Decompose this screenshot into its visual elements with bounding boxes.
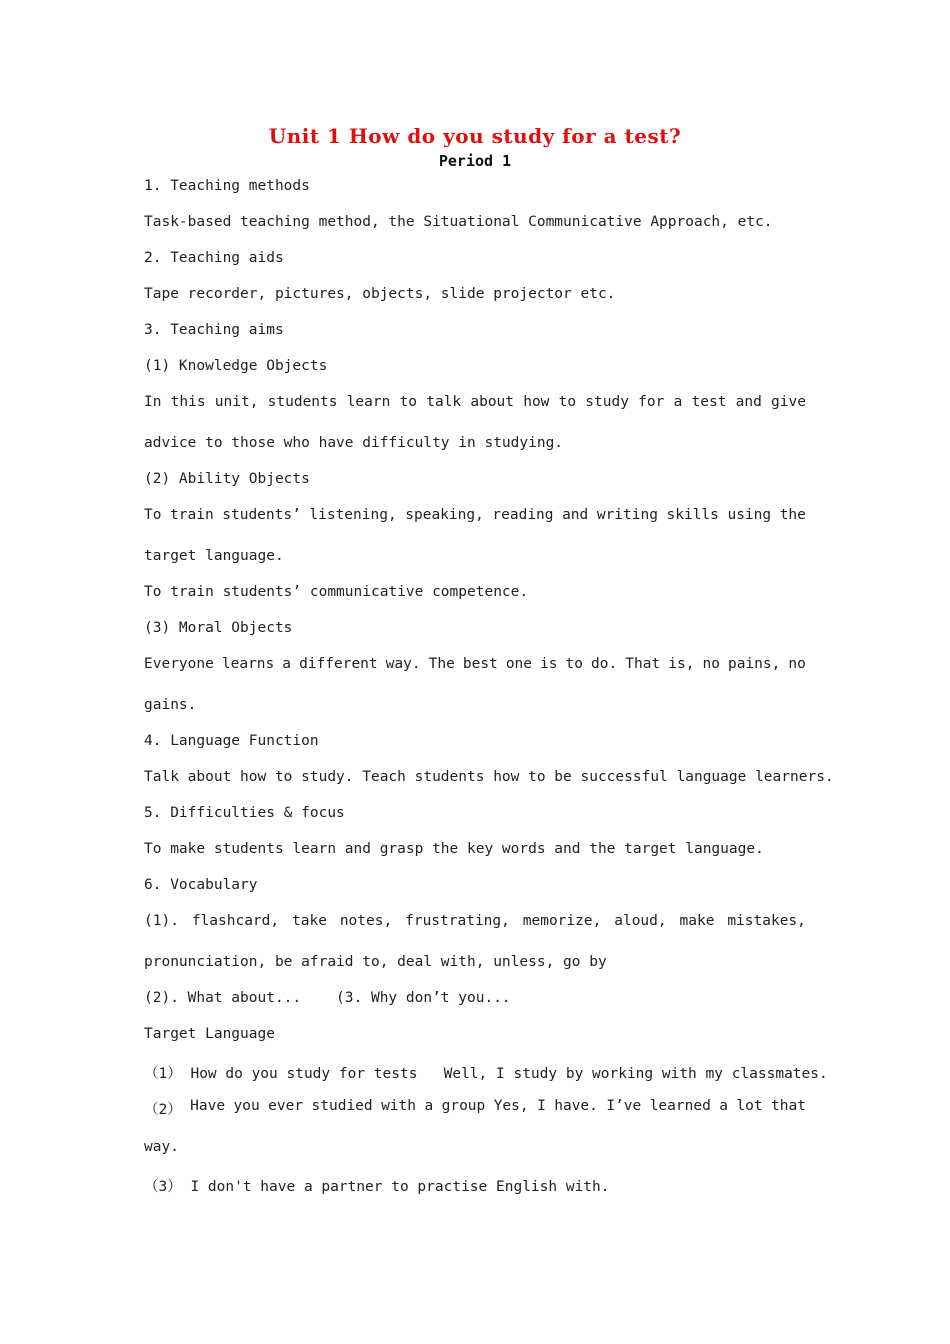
vocabulary-line-1 <box>144 913 806 929</box>
word: a <box>673 394 683 410</box>
period-label: Period 1 <box>438 152 512 170</box>
word: that <box>771 1098 806 1114</box>
word: flashcard, <box>191 913 280 929</box>
word: about <box>470 394 515 410</box>
target-language-item-3: （3） I don't have a partner to practise English with. <box>144 1179 610 1195</box>
word: I <box>537 1098 546 1114</box>
section-3-heading: 3. Teaching aims <box>144 322 284 338</box>
word: studied <box>311 1098 373 1114</box>
word: students <box>267 394 338 410</box>
word: Yes, <box>493 1098 529 1114</box>
word: learn <box>346 394 391 410</box>
word: unit, <box>214 394 259 410</box>
section-4-heading: 4. Language Function <box>144 733 319 749</box>
moral-objects-line-2: gains. <box>144 697 197 713</box>
word: the <box>779 507 806 523</box>
word: learns <box>221 656 275 672</box>
word: do. <box>591 656 618 672</box>
word: In <box>144 394 162 410</box>
word: ever <box>268 1098 304 1114</box>
word: talk <box>426 394 462 410</box>
word: and <box>735 394 762 410</box>
word: have. <box>554 1098 598 1114</box>
word: lot <box>736 1098 763 1114</box>
word: listening, <box>309 507 397 523</box>
ability-objects-line-2: target language. <box>144 548 284 564</box>
word: take <box>292 913 327 929</box>
word: is, <box>668 656 695 672</box>
word: no <box>788 656 806 672</box>
knowledge-objects-line-2: advice to those who have difficulty in studying. <box>144 435 564 451</box>
word: one <box>505 656 533 672</box>
word: To <box>144 507 162 523</box>
moral-objects-heading: (3) Moral Objects <box>144 620 293 636</box>
word: writing <box>596 507 658 523</box>
word: study <box>585 394 629 410</box>
word: test <box>691 394 727 410</box>
word: for <box>638 394 665 410</box>
ability-objects-line-3: To train students’ communicative competence. <box>144 584 529 600</box>
word: give <box>771 394 806 410</box>
word: no <box>702 656 720 672</box>
word: to <box>399 394 418 410</box>
target-language-heading: Target Language <box>144 1026 275 1042</box>
moral-objects-line-1 <box>144 656 806 672</box>
section-2-text: Tape recorder, pictures, objects, slide projector etc. <box>144 286 616 302</box>
word: you <box>233 1098 260 1114</box>
section-4-text: Talk about how to study. Teach students how to be successful language learners. <box>144 769 834 785</box>
word: （2） <box>144 1102 182 1118</box>
vocabulary-line-3: (2). What about... (3. Why don’t you... <box>144 990 511 1006</box>
section-1-text: Task-based teaching method, the Situational Communicative Approach, etc. <box>144 214 773 230</box>
section-5-text: To make students learn and grasp the key words and the target language. <box>144 841 764 857</box>
word: memorize, <box>522 913 602 929</box>
word: different <box>299 656 378 672</box>
ability-objects-heading: (2) Ability Objects <box>144 471 310 487</box>
word: learned <box>649 1098 711 1114</box>
knowledge-objects-line-1 <box>144 394 806 410</box>
word: to <box>558 394 577 410</box>
word: and <box>562 507 589 523</box>
word: using <box>727 507 772 523</box>
word: how <box>523 394 550 410</box>
document-title: Unit 1 How do you study for a test? <box>268 124 682 148</box>
word: Everyone <box>144 656 214 672</box>
section-5-heading: 5. Difficulties & focus <box>144 805 345 821</box>
target-language-item-2-line-2: way. <box>144 1139 179 1155</box>
target-language-item-2-line-1 <box>144 1098 806 1119</box>
word: notes, <box>339 913 393 929</box>
word: pains, <box>727 656 781 672</box>
word: frustrating, <box>405 913 510 929</box>
word: train <box>170 507 214 523</box>
word: The <box>428 656 455 672</box>
section-2-heading: 2. Teaching aids <box>144 250 284 266</box>
word: Have <box>190 1098 226 1114</box>
word: group <box>441 1098 486 1114</box>
section-1-heading: 1. Teaching methods <box>144 178 310 194</box>
word: I’ve <box>606 1098 642 1114</box>
word: with <box>381 1098 416 1114</box>
word: way. <box>385 656 421 672</box>
word: best <box>462 656 498 672</box>
word: aloud, <box>614 913 667 929</box>
target-language-item-1: （1） How do you study for tests Well, I study by working with my classmates. <box>144 1066 828 1082</box>
word: this <box>170 394 206 410</box>
word: speaking, <box>405 507 484 523</box>
word: a <box>719 1098 728 1114</box>
word: (1). <box>144 913 179 929</box>
word: mistakes, <box>727 913 806 929</box>
word: to <box>565 656 584 672</box>
word: students’ <box>222 507 301 523</box>
word: skills <box>666 507 719 523</box>
word: a <box>282 656 292 672</box>
word: That <box>625 656 661 672</box>
word: make <box>679 913 715 929</box>
word: is <box>540 656 558 672</box>
knowledge-objects-heading: (1) Knowledge Objects <box>144 358 328 374</box>
word: reading <box>492 507 554 523</box>
vocabulary-line-2: pronunciation, be afraid to, deal with, unless, go by <box>144 954 607 970</box>
ability-objects-line-1 <box>144 507 806 523</box>
section-6-heading: 6. Vocabulary <box>144 877 258 893</box>
word: a <box>424 1098 434 1114</box>
